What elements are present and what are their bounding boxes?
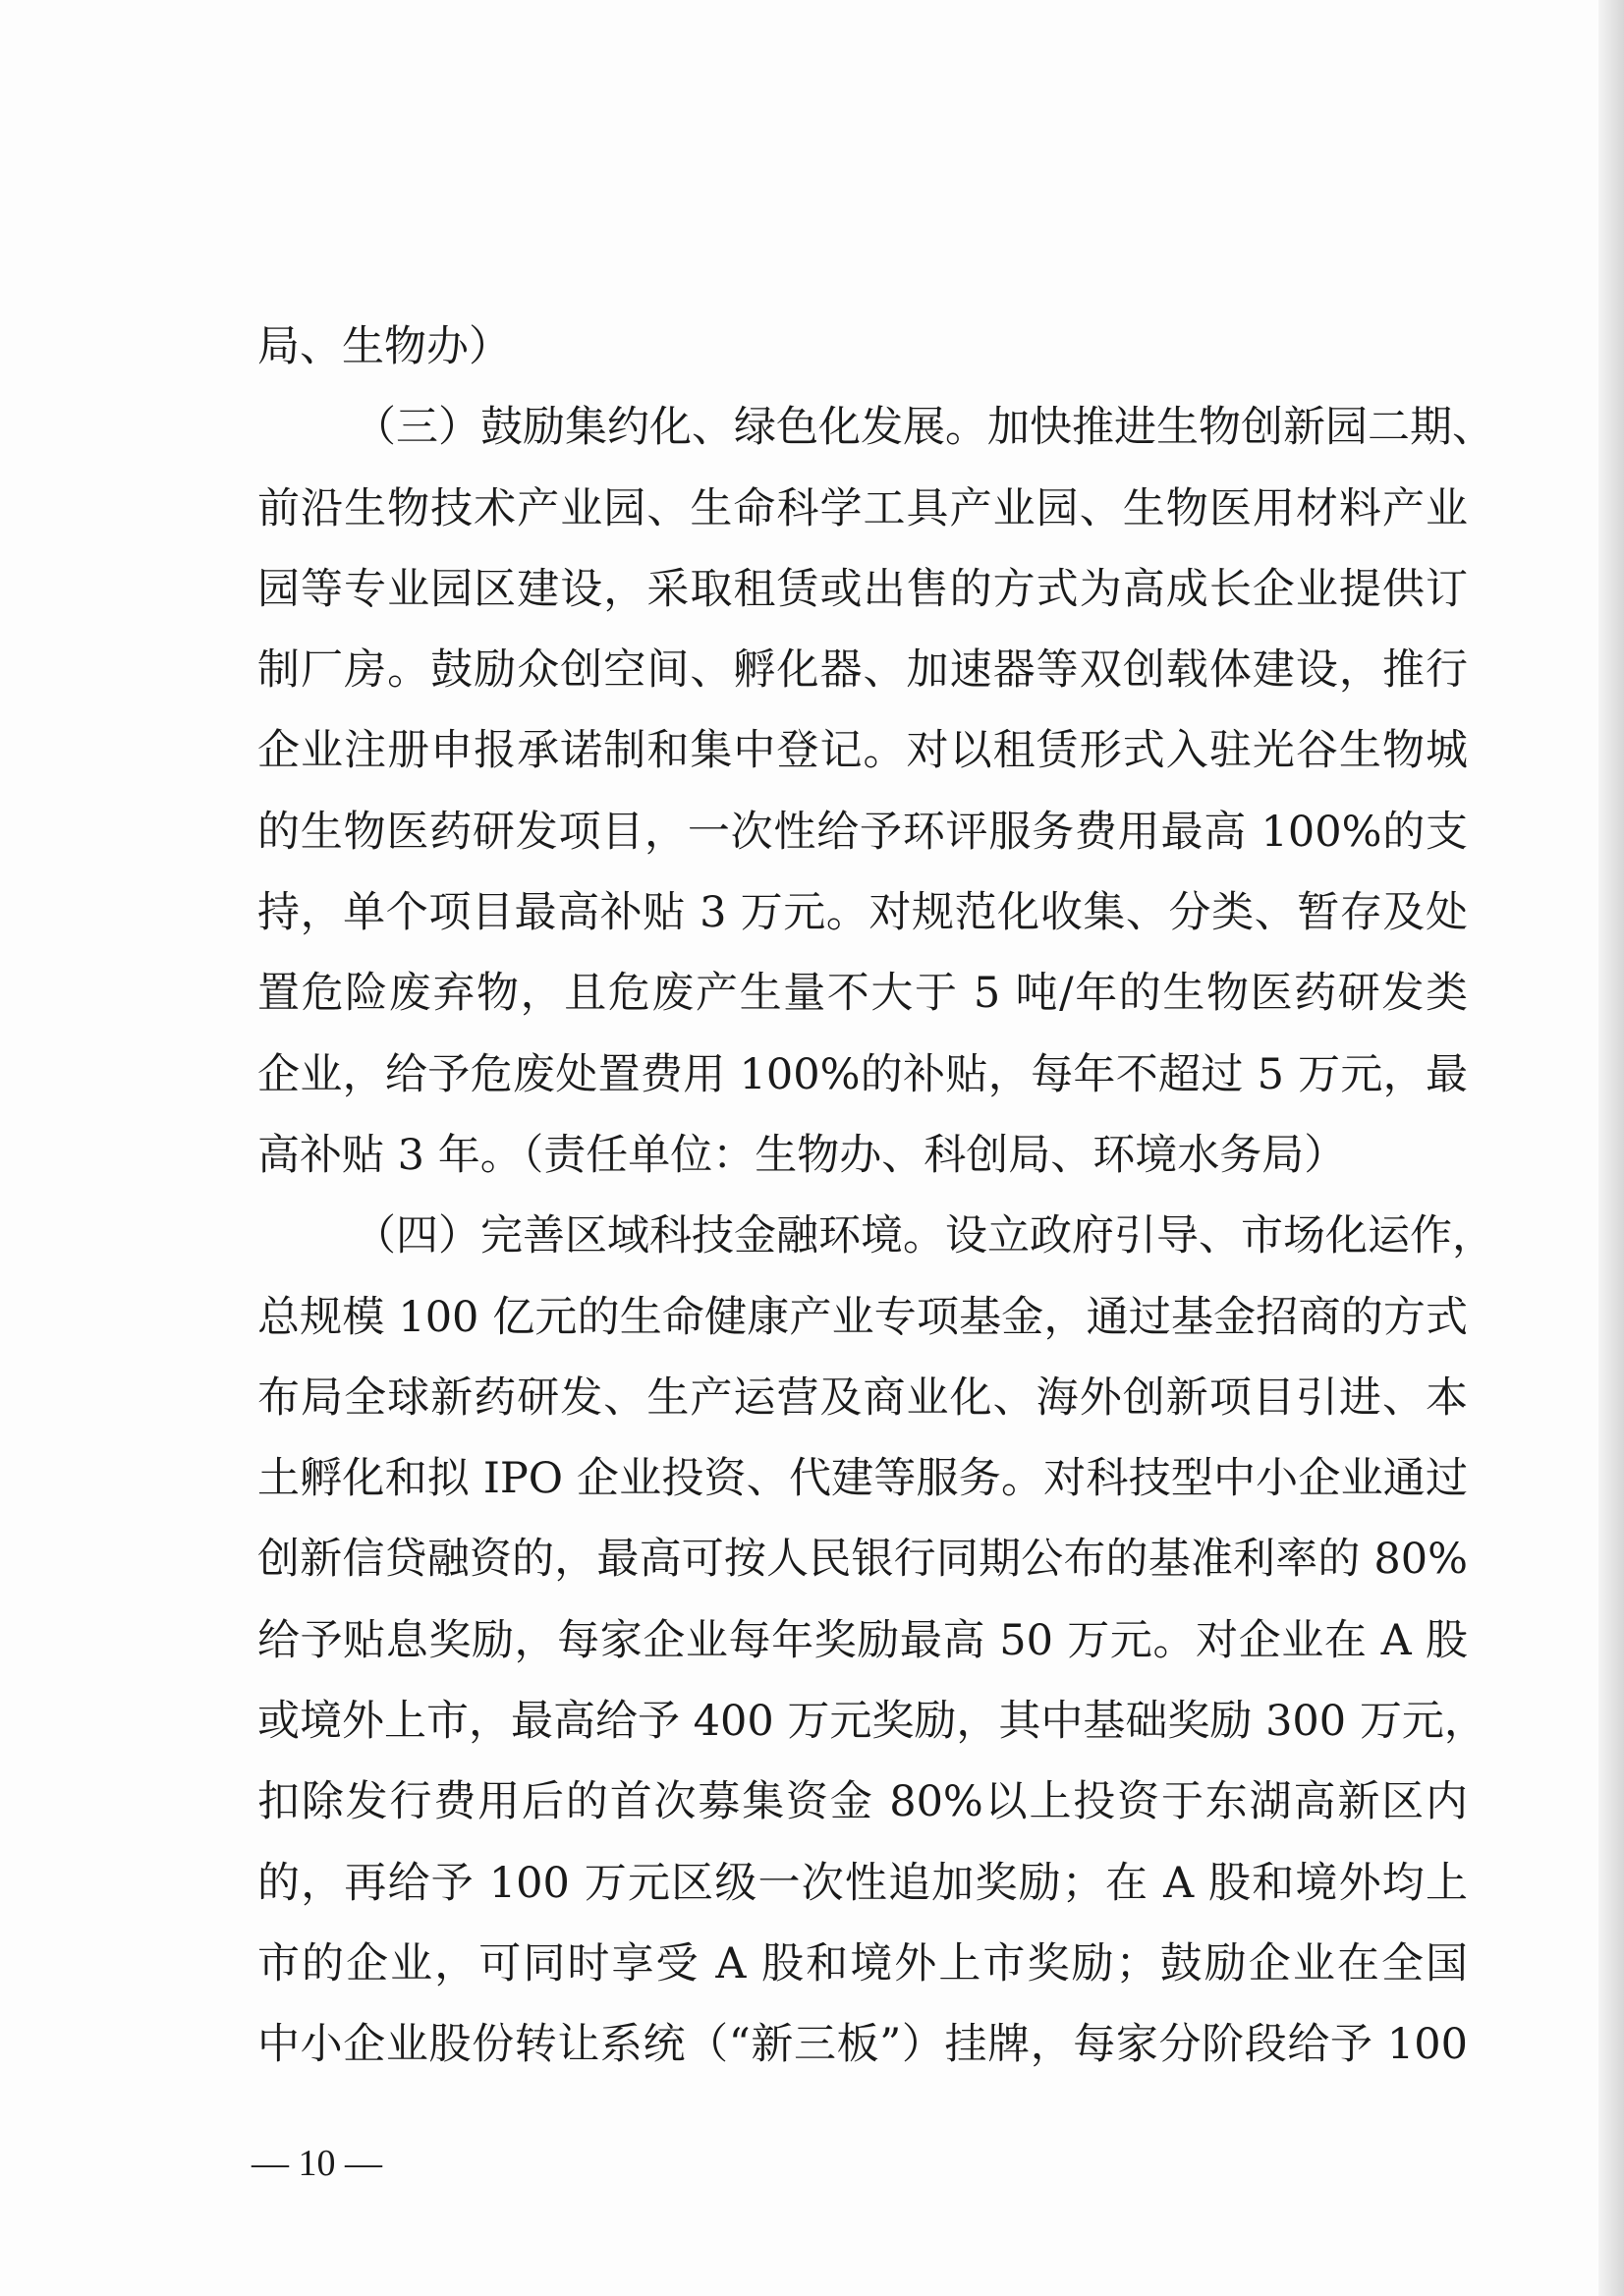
text-line: 总规模 100 亿元的生命健康产业专项基金，通过基金招商的方式 xyxy=(257,1292,1468,1342)
text-line: 土孵化和拟 IPO 企业投资、代建等服务。对科技型中小企业通过 xyxy=(257,1454,1468,1504)
text-line: 中小企业股份转让系统（“新三板”）挂牌，每家分阶段给予 100 xyxy=(257,2020,1468,2070)
page-number: — 10 — xyxy=(252,2143,382,2184)
body-text xyxy=(257,307,1494,2086)
text-line: 市的企业，可同时享受 A 股和境外上市奖励；鼓励企业在全国 xyxy=(257,1938,1468,1988)
text-line: 园等专业园区建设，采取租赁或出售的方式为高成长企业提供订 xyxy=(257,564,1468,614)
scan-edge-shadow xyxy=(1598,0,1624,2296)
text-line: 置危险废弃物，且危废产生量不大于 5 吨/年的生物医药研发类 xyxy=(257,969,1468,1019)
text-line: 布局全球新药研发、生产运营及商业化、海外创新项目引进、本 xyxy=(257,1372,1468,1423)
text-line: 的，再给予 100 万元区级一次性追加奖励；在 A 股和境外均上 xyxy=(257,1858,1468,1908)
text-line: （三）鼓励集约化、绿色化发展。加快推进生物创新园二期、 xyxy=(354,403,1494,453)
text-line: 局、生物办） xyxy=(257,322,511,371)
text-line: 创新信贷融资的，最高可按人民银行同期公布的基准利率的 80% xyxy=(257,1535,1468,1585)
text-line: 持，单个项目最高补贴 3 万元。对规范化收集、分类、暂存及处 xyxy=(257,888,1468,938)
text-line: 前沿生物技术产业园、生命科学工具产业园、生物医用材料产业 xyxy=(257,483,1468,533)
text-line: 给予贴息奖励，每家企业每年奖励最高 50 万元。对企业在 A 股 xyxy=(257,1615,1468,1665)
text-line: 制厂房。鼓励众创空间、孵化器、加速器等双创载体建设，推行 xyxy=(257,645,1468,696)
text-line: （四）完善区域科技金融环境。设立政府引导、市场化运作， xyxy=(354,1211,1494,1261)
text-line: 或境外上市，最高给予 400 万元奖励，其中基础奖励 300 万元， xyxy=(257,1697,1486,1747)
text-line: 企业注册申报承诺制和集中登记。对以租赁形式入驻光谷生物城 xyxy=(257,726,1468,776)
text-line: 高补贴 3 年。（责任单位：生物办、科创局、环境水务局） xyxy=(257,1130,1347,1180)
text-line: 企业，给予危废处置费用 100%的补贴，每年不超过 5 万元，最 xyxy=(257,1049,1468,1099)
text-line: 扣除发行费用后的首次募集资金 80%以上投资于东湖高新区内 xyxy=(257,1777,1468,1827)
text-line: 的生物医药研发项目，一次性给予环评服务费用最高 100%的支 xyxy=(257,807,1468,857)
